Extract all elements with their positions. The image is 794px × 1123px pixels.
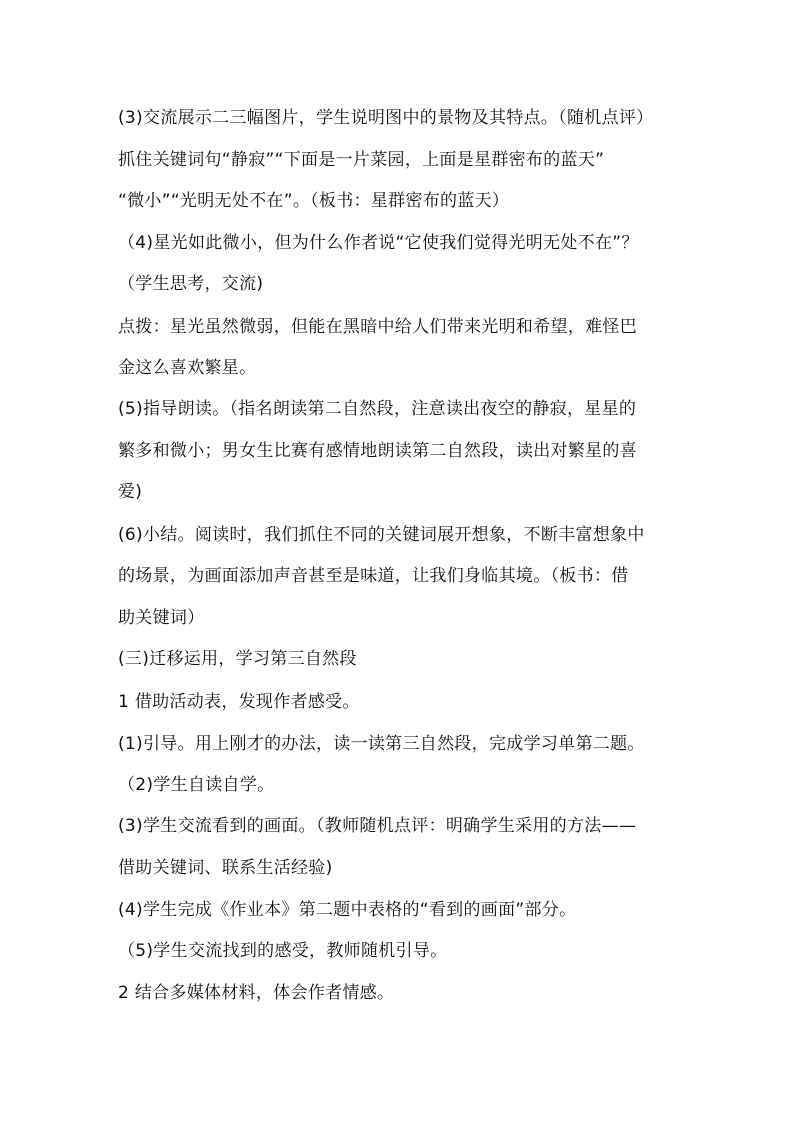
text-line-13: 助关键词） <box>118 608 205 628</box>
text-line-9: 繁多和微小；男女生比赛有感情地朗读第二自然段，读出对繁星的喜 <box>118 441 637 461</box>
text-line-5: （学生思考，交流) <box>118 274 264 294</box>
text-line-2: 抓住关键词句“静寂”“下面是一片菜园，上面是星群密布的蓝天” <box>118 150 605 170</box>
text-line-10: 爱) <box>118 482 143 502</box>
text-line-7: 金这么喜欢繁星。 <box>118 358 257 378</box>
text-line-1: (3)交流展示二三幅图片，学生说明图中的景物及其特点。（随机点评） <box>118 108 654 128</box>
text-line-14: (三)迁移运用，学习第三自然段 <box>118 649 357 669</box>
text-line-18: (3)学生交流看到的画面。（教师随机点评：明确学生采用的方法—— <box>118 816 637 836</box>
text-line-6: 点拨：星光虽然微弱，但能在黑暗中给人们带来光明和希望，难怪巴 <box>118 317 637 337</box>
text-line-22: 2 结合多媒体材料，体会作者情感。 <box>118 983 395 1003</box>
text-line-19: 借助关键词、联系生活经验) <box>118 858 333 878</box>
text-line-4: （4)星光如此微小，但为什么作者说“它使我们觉得光明无处不在”？ <box>118 233 639 253</box>
text-line-11: (6)小结。阅读时，我们抓住不同的关键词展开想象，不断丰富想象中 <box>118 525 645 545</box>
text-line-16: (1)引导。用上刚才的办法，读一读第三自然段，完成学习单第二题。 <box>118 734 645 754</box>
text-line-15: 1 借助活动表，发现作者感受。 <box>118 692 360 712</box>
text-line-17: （2)学生自读自学。 <box>118 775 275 795</box>
text-line-8: (5)指导朗读。（指名朗读第二自然段，注意读出夜空的静寂，星星的 <box>118 399 637 419</box>
text-line-12: 的场景，为画面添加声音甚至是味道，让我们身临其境。（板书：借 <box>118 566 629 586</box>
text-line-21: （5)学生交流找到的感受，教师随机引导。 <box>118 941 448 961</box>
text-line-20: (4)学生完成《作业本》第二题中表格的“看到的画面”部分。 <box>118 900 577 920</box>
text-line-3: “微小”“光明无处不在”。（板书：星群密布的蓝天） <box>118 191 510 211</box>
